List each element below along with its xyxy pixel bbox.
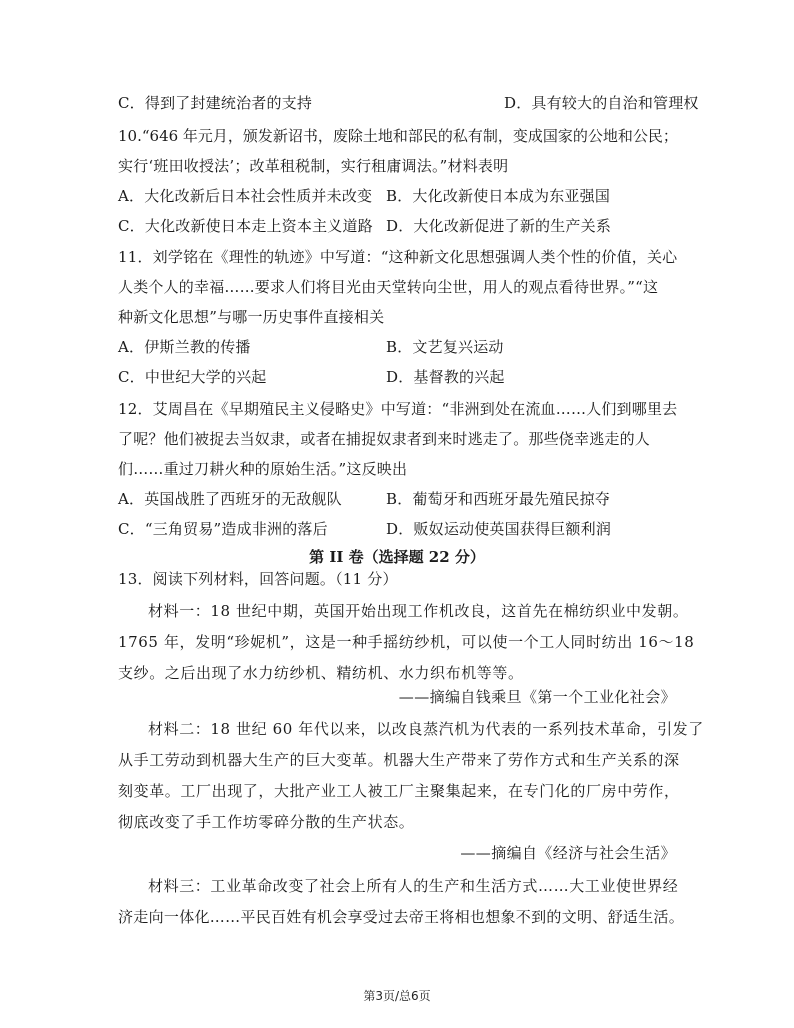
q11-options-row2 bbox=[118, 367, 678, 387]
q12-options-row1 bbox=[118, 489, 678, 509]
option-c: C．得到了封建统治者的支持 bbox=[118, 94, 313, 112]
option-b: B．大化改新使日本成为东亚强国 bbox=[386, 187, 611, 205]
option-a: A．英国战胜了西班牙的无敌舰队 bbox=[118, 490, 342, 508]
option-a: A．大化改新后日本社会性质并未改变 bbox=[118, 187, 373, 205]
q11-stem-line2: 人类个人的幸福……要求人们将目光由天堂转向尘世，用人的观点看待世界。”“这 bbox=[118, 278, 659, 296]
material-1-line2: 1765 年，发明“珍妮机”，这是一种手摇纺纱机，可以使一个工人同时纺出 16～18 bbox=[118, 633, 695, 651]
material-3-line2: 济走向一体化……平民百姓有机会享受过去帝王将相也想象不到的文明、舒适生活。 bbox=[118, 908, 685, 926]
option-d: D．具有较大的自治和管理权 bbox=[504, 94, 699, 112]
option-a: A．伊斯兰教的传播 bbox=[118, 338, 251, 356]
material-1-line1: 材料一：18 世纪中期，英国开始出现工作机改良，这首先在棉纺织业中发朝。 bbox=[148, 602, 689, 620]
q10-options-row2 bbox=[118, 216, 678, 236]
q13-stem: 13．阅读下列材料，回答问题。（11 分） bbox=[118, 570, 398, 588]
option-c: C．中世纪大学的兴起 bbox=[118, 368, 267, 386]
material-2-source: ——摘编自《经济与社会生活》 bbox=[460, 844, 676, 862]
q12-stem-line3: 们……重过刀耕火种的原始生活。”这反映出 bbox=[118, 460, 408, 478]
q11-stem-line1: 11．刘学铭在《理性的轨迹》中写道：“这种新文化思想强调人类个性的价值，关心 bbox=[118, 248, 678, 266]
prev-options-row bbox=[118, 93, 699, 113]
material-2-line4: 彻底改变了手工作坊零碎分散的生产状态。 bbox=[118, 813, 415, 831]
material-2-line2: 从手工劳动到机器大生产的巨大变革。机器大生产带来了劳作方式和生产关系的深 bbox=[118, 751, 680, 769]
q10-stem-line2: 实行‘班田收授法’；改革租税制，实行租庸调法。”材料表明 bbox=[118, 157, 509, 175]
option-c: C．大化改新使日本走上资本主义道路 bbox=[118, 217, 373, 235]
material-1-source: ——摘编自钱乘旦《第一个工业化社会》 bbox=[398, 688, 676, 706]
material-3-line1: 材料三：工业革命改变了社会上所有人的生产和生活方式……大工业使世界经 bbox=[148, 877, 679, 895]
option-d: D．贩奴运动使英国获得巨额利润 bbox=[386, 520, 612, 538]
q12-stem-line1: 12．艾周昌在《早期殖民主义侵略史》中写道：“非洲到处在流血……人们到哪里去 bbox=[118, 400, 678, 418]
material-2-line1: 材料二：18 世纪 60 年代以来，以改良蒸汽机为代表的一系列技术革命，引发了 bbox=[148, 720, 704, 738]
section-title: 第 II 卷（选择题 22 分） bbox=[309, 548, 485, 566]
option-d: D．大化改新促进了新的生产关系 bbox=[386, 217, 612, 235]
q10-options-row1 bbox=[118, 186, 678, 206]
q12-options-row2 bbox=[118, 519, 678, 539]
page-number: 第3页/总6页 bbox=[363, 989, 431, 1003]
material-2-line3: 刻变革。工厂出现了，大批产业工人被工厂主聚集起来，在专门化的厂房中劳作， bbox=[118, 782, 680, 800]
q11-options-row1 bbox=[118, 337, 678, 357]
option-b: B．文艺复兴运动 bbox=[386, 338, 504, 356]
q12-stem-line2: 了呢？他们被捉去当奴隶，或者在捕捉奴隶者到来时逃走了。那些侥幸逃走的人 bbox=[118, 430, 651, 448]
option-c: C．“三角贸易”造成非洲的落后 bbox=[118, 520, 328, 538]
option-b: B．葡萄牙和西班牙最先殖民掠夺 bbox=[386, 490, 611, 508]
material-1-line3: 支纱。之后出现了水力纺纱机、精纺机、水力织布机等等。 bbox=[118, 664, 524, 682]
q11-stem-line3: 种新文化思想”与哪一历史事件直接相关 bbox=[118, 308, 385, 326]
q10-stem-line1: 10.“646 年元月，颁发新诏书，废除土地和部民的私有制，变成国家的公地和公民； bbox=[118, 127, 678, 145]
option-d: D．基督教的兴起 bbox=[386, 368, 505, 386]
